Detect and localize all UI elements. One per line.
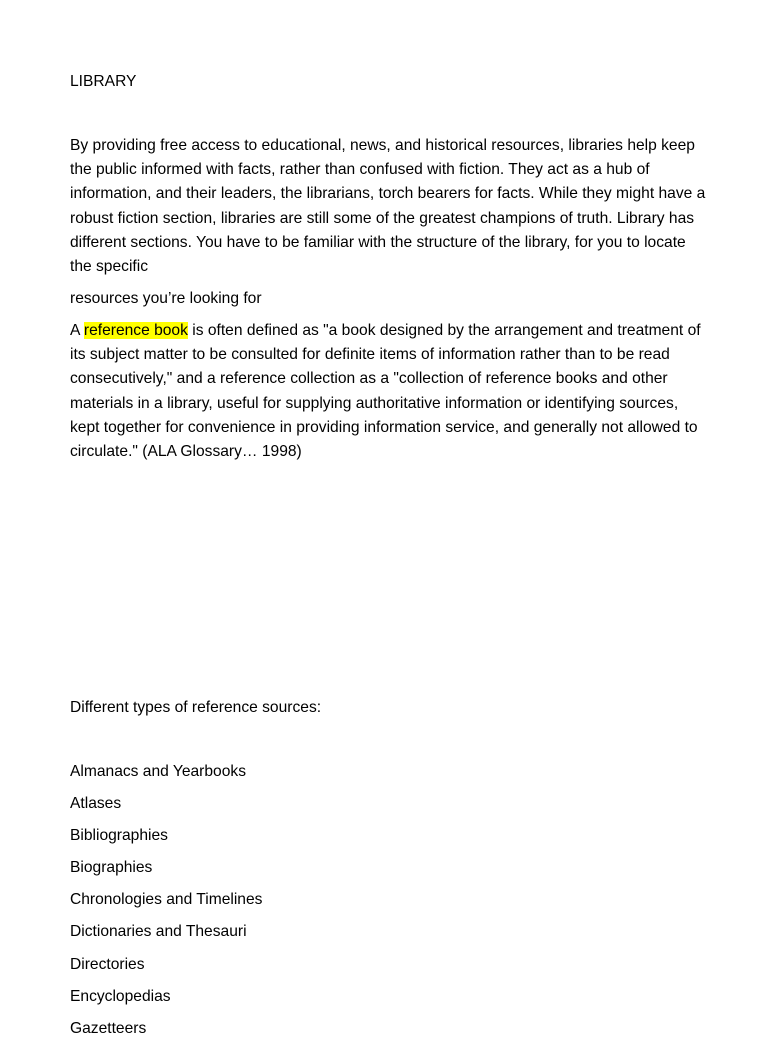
list-item: Gazetteers [70,1019,147,1037]
list-item: Chronologies and Timelines [70,891,263,909]
list-item: Atlases [70,795,122,813]
list-item: Almanacs and Yearbooks [70,763,246,780]
intro-paragraph: By providing free access to educational, news, and historical resources, libraries help keep the public informed with facts, rather than confused with fiction. They act as a hub of information, and their leaders, the librarians, torch bearers for facts. While they might have a robust fiction section, libraries are still some of the greatest champions of truth. Library has different sections. You have to be familiar with the structure of the library, for you to locate the specific [70,137,706,276]
list-item: Dictionaries and Thesauri [70,923,247,941]
list-item: Encyclopedias [70,987,171,1005]
document-title: LIBRARY [70,73,137,90]
list-item: Biographies [70,859,153,877]
highlighted-term: reference book [83,322,188,339]
paragraph-rest: is often defined as "a book designed by the arrangement and treatment of its subject matter to be consulted for definite items of information rather than to be read consecutively," and a reference collection as a "collection of reference books and other materials in a library, useful for supplying authoritative information or identifying sources, kept together for convenience in providing information service, and generally not allowed to circulate." (ALA Glossary… 1998) [70,322,701,461]
reference-book-paragraph [70,319,706,464]
reference-types-list [70,760,262,1049]
intro-paragraph-continued: resources you’re looking for [70,290,262,307]
list-item: Directories [70,955,145,973]
paragraph-lead: A [70,322,84,339]
list-item: Bibliographies [70,827,168,845]
types-heading: Different types of reference sources: [70,699,322,716]
